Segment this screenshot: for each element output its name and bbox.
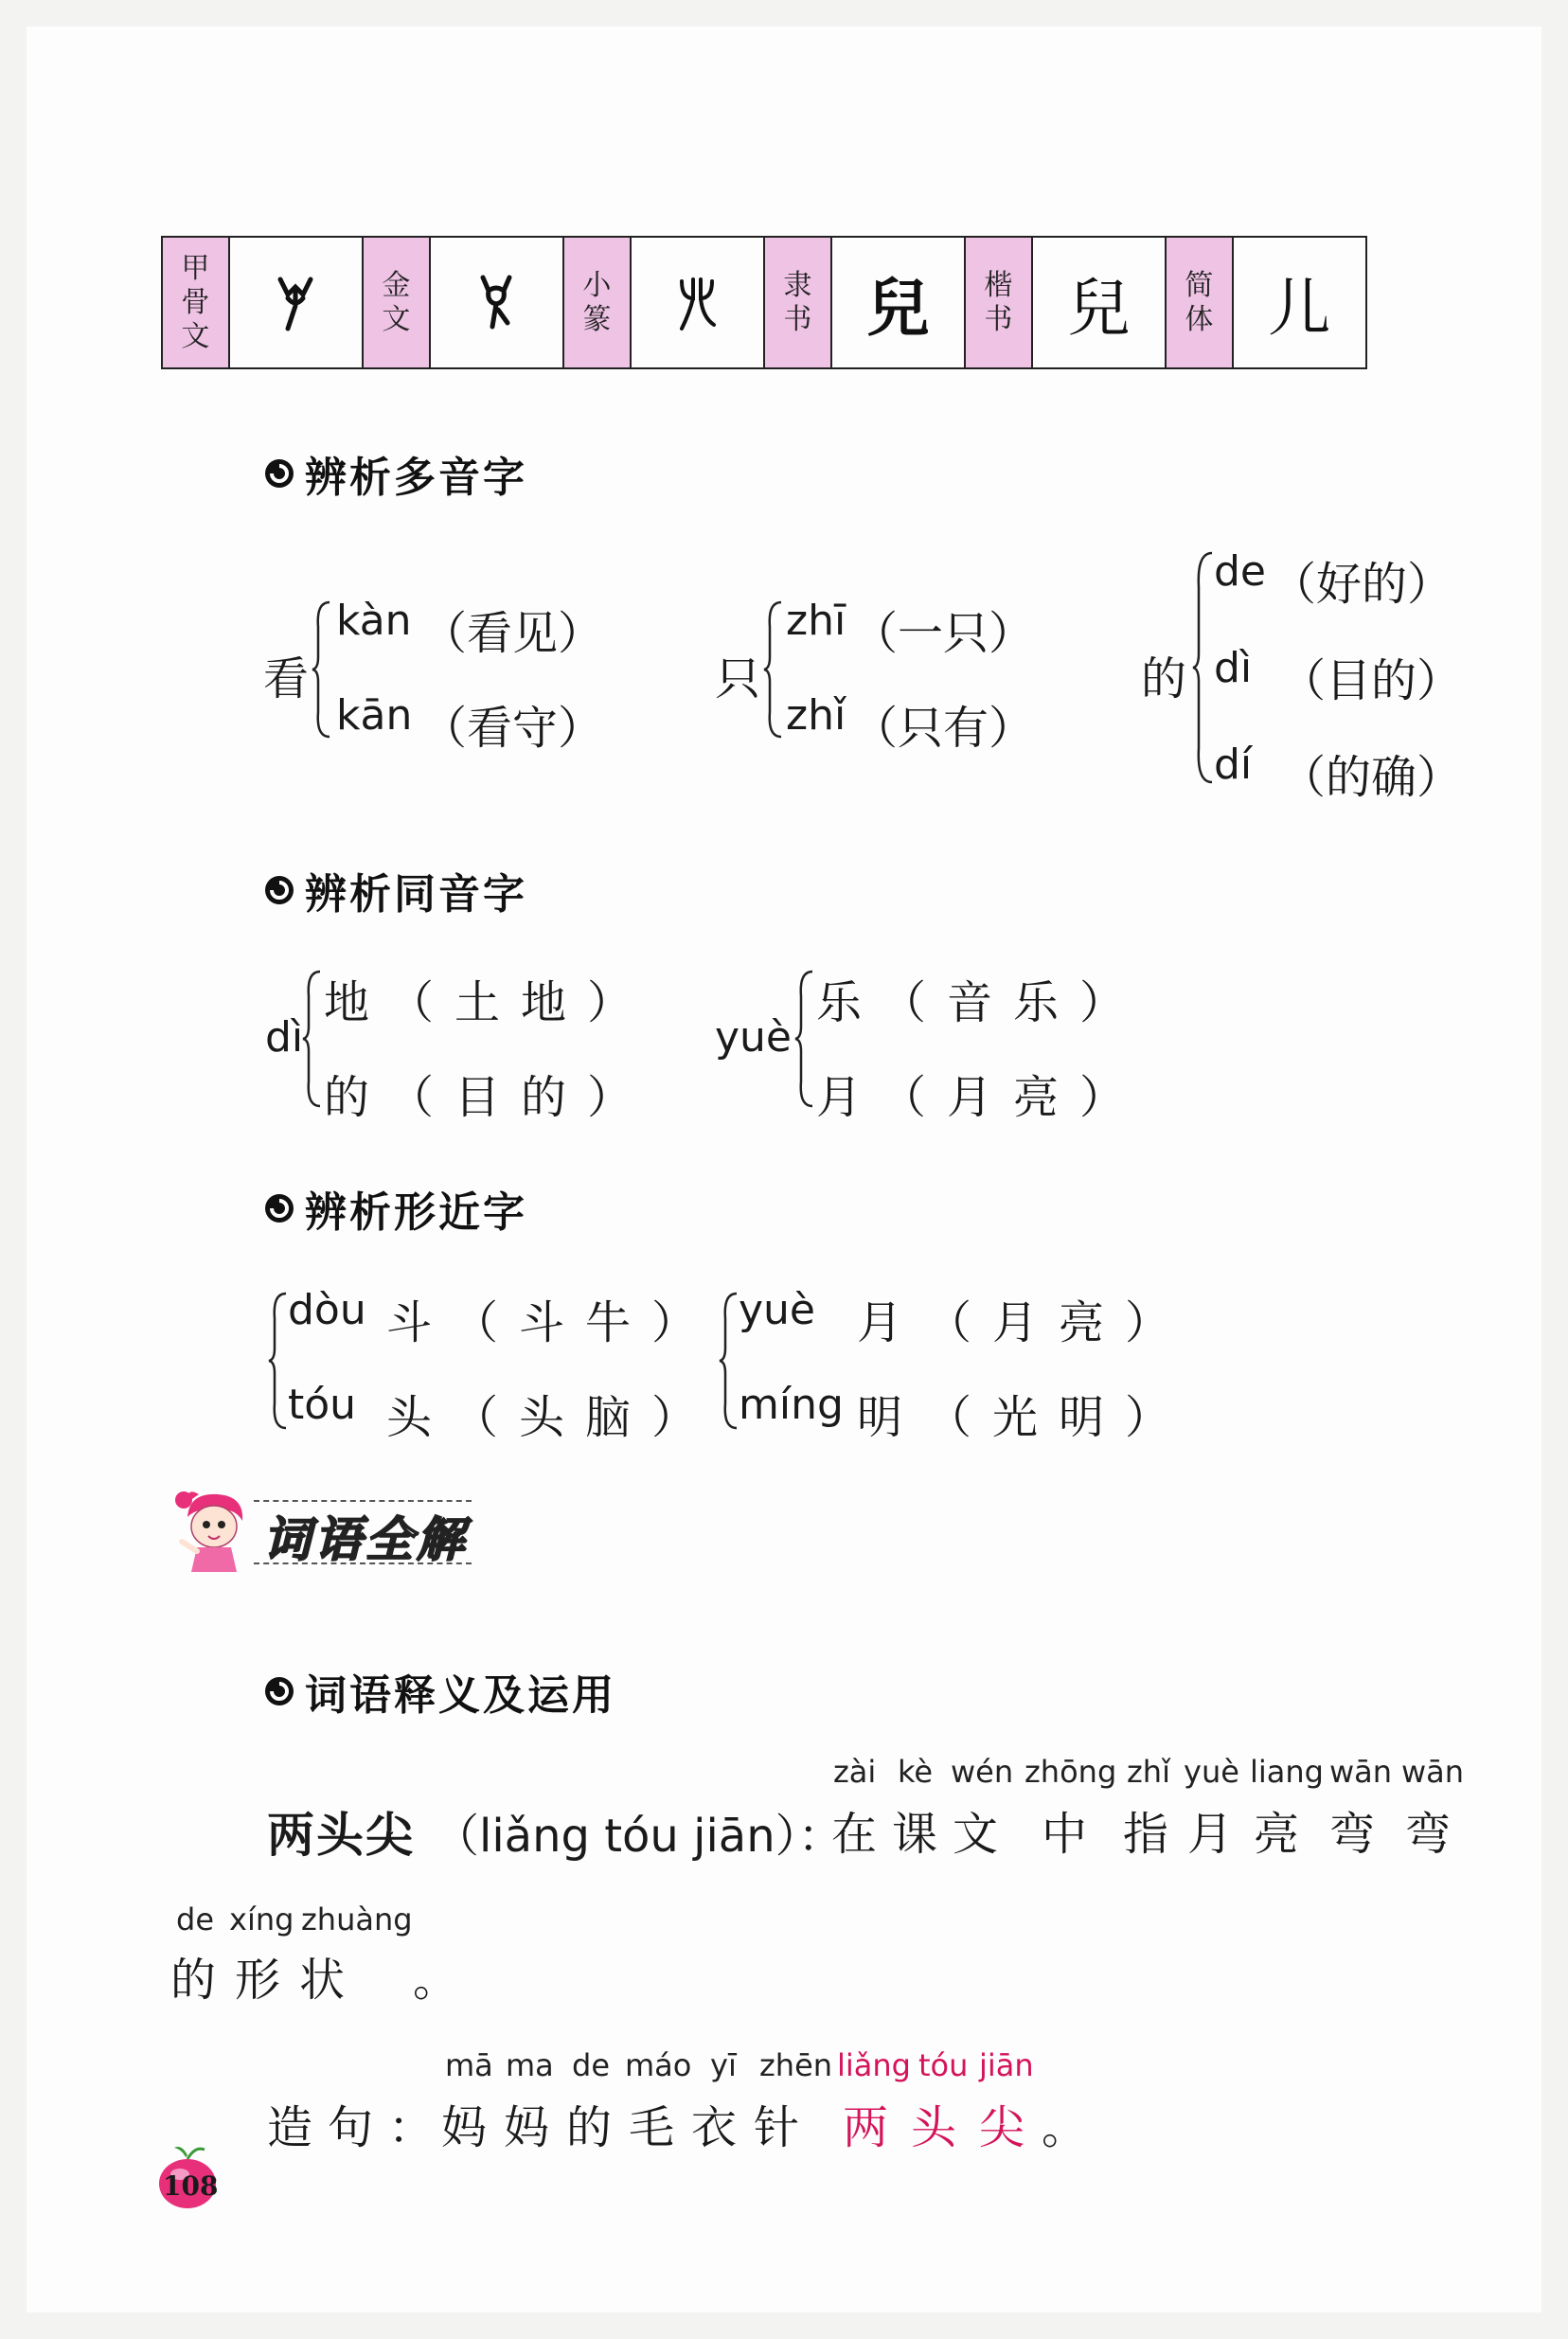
definition-char: 中 — [1042, 1808, 1088, 1861]
homophone-char: 乐 — [816, 976, 863, 1029]
definition-char: 指 — [1123, 1808, 1169, 1861]
pinyin: de — [1214, 547, 1266, 596]
definition-char: 课 — [892, 1808, 938, 1861]
ruby-pinyin: xíng — [229, 1902, 294, 1937]
girl-mascot-icon — [169, 1489, 263, 1574]
polyphone-heading: 辨析多音字 — [263, 443, 527, 504]
example-word: （一只） — [852, 607, 1035, 660]
ruby-pinyin-highlight: tóu — [918, 2047, 969, 2083]
brace-icon — [267, 1290, 288, 1432]
ruby-pinyin: liang — [1250, 1754, 1324, 1790]
homophone-pinyin: dì — [265, 1013, 304, 1062]
example-word: （看守） — [421, 702, 604, 755]
definition-char: 亮 — [1254, 1808, 1300, 1861]
ruby-pinyin-highlight: jiān — [979, 2047, 1034, 2083]
homophone-char: 月 — [816, 1071, 863, 1124]
example-word: （只有） — [852, 702, 1035, 755]
evo-label-clerical: 隶 书 — [765, 238, 832, 367]
ruby-pinyin: zhuàng — [301, 1902, 413, 1937]
evo-label-regular: 楷 书 — [966, 238, 1033, 367]
brace-icon — [311, 598, 331, 741]
term-pinyin: （liǎng tóu jiān）： — [434, 1810, 844, 1863]
clerical-script-char: 兒 — [832, 238, 966, 367]
character-evolution-table — [161, 236, 1367, 369]
similar-char: 头 — [386, 1391, 433, 1444]
ruby-pinyin: zài — [833, 1754, 877, 1790]
pinyin: kàn — [336, 597, 412, 645]
section-marker-icon — [263, 1192, 295, 1224]
ruby-pinyin: mā — [445, 2047, 493, 2083]
similar-char: 明 — [857, 1391, 903, 1444]
banner-title: 词语全解 — [263, 1512, 468, 1567]
ruby-pinyin: de — [572, 2047, 610, 2083]
ruby-pinyin: zhǐ — [1127, 1754, 1170, 1790]
section-marker-icon — [263, 1675, 295, 1707]
definition-char: 月 — [1187, 1808, 1234, 1861]
bronze-script-icon — [431, 238, 564, 367]
ruby-pinyin: ma — [506, 2047, 554, 2083]
example-word: （月亮） — [926, 1296, 1192, 1349]
similar-char: 月 — [857, 1296, 903, 1349]
example-period: 。 — [1042, 2101, 1088, 2154]
example-word: （目的） — [388, 1071, 654, 1124]
pinyin: yuè — [739, 1286, 815, 1334]
ruby-pinyin: wān — [1329, 1754, 1393, 1790]
page-number: 108 — [163, 2170, 219, 2202]
example-label: 造句： — [267, 2101, 450, 2154]
definition-period: 。 — [413, 1954, 459, 2007]
ruby-pinyin: wén — [951, 1754, 1014, 1790]
example-word: （斗牛） — [453, 1296, 719, 1349]
ruby-pinyin: zhōng — [1025, 1754, 1117, 1790]
homophone-char: 地 — [324, 976, 370, 1029]
simplified-char: 儿 — [1268, 272, 1331, 345]
example-word: （音乐） — [881, 976, 1147, 1029]
words-heading: 词语释义及运用 — [263, 1661, 616, 1722]
evo-label-bronze: 金 文 — [364, 238, 431, 367]
pinyin: dòu — [288, 1286, 366, 1334]
section-marker-icon — [263, 874, 295, 906]
ruby-pinyin: kè — [898, 1754, 934, 1790]
brace-icon — [301, 968, 322, 1110]
definition-char: 弯 — [1405, 1808, 1452, 1861]
pinyin: dì — [1214, 644, 1253, 692]
similar-char: 斗 — [386, 1296, 433, 1349]
example-word: （的确） — [1280, 751, 1463, 804]
example-word: （看见） — [421, 607, 604, 660]
polyphone-char: 只 — [715, 652, 761, 705]
example-word: （头脑） — [453, 1391, 719, 1444]
word-explanation-banner — [169, 1489, 472, 1567]
ruby-pinyin: yī — [710, 2047, 737, 2083]
definition-char: 弯 — [1329, 1808, 1376, 1861]
definition-line2: 的形状 — [170, 1954, 365, 2007]
similar-heading: 辨析形近字 — [263, 1178, 527, 1239]
example-highlight: 两头尖 — [843, 2101, 1048, 2154]
evo-label-simplified: 简 体 — [1167, 238, 1234, 367]
definition-char: 在 — [831, 1808, 878, 1861]
homophone-heading: 辨析同音字 — [263, 860, 527, 920]
evo-label-seal: 小 篆 — [564, 238, 632, 367]
ruby-pinyin: zhēn — [759, 2047, 833, 2083]
pinyin: kān — [336, 691, 413, 740]
section-marker-icon — [263, 457, 295, 490]
ruby-pinyin: máo — [625, 2047, 692, 2083]
homophone-char: 的 — [324, 1071, 370, 1124]
brace-icon — [793, 968, 814, 1110]
pinyin: tóu — [288, 1381, 357, 1429]
polyphone-char: 的 — [1141, 652, 1187, 705]
example-sentence: 妈妈的毛衣针 — [441, 2101, 817, 2154]
brace-icon — [1191, 549, 1214, 786]
regular-script-char: 兒 — [1033, 238, 1167, 367]
term: 两头尖 — [267, 1808, 415, 1863]
pinyin: dí — [1214, 741, 1253, 789]
ruby-pinyin: de — [176, 1902, 214, 1937]
example-word: （月亮） — [881, 1071, 1147, 1124]
brace-icon — [762, 598, 783, 741]
example-word: （目的） — [1280, 654, 1463, 707]
pinyin: míng — [739, 1381, 844, 1429]
brace-icon — [718, 1290, 739, 1432]
ruby-pinyin: wān — [1401, 1754, 1465, 1790]
definition-char: 文 — [953, 1808, 999, 1861]
example-word: （好的） — [1271, 558, 1453, 611]
homophone-pinyin: yuè — [715, 1013, 792, 1062]
pinyin: zhǐ — [786, 691, 846, 740]
evo-label-oracle: 甲 骨 文 — [163, 238, 230, 367]
ruby-pinyin: yuè — [1184, 1754, 1239, 1790]
example-word: （土地） — [388, 976, 654, 1029]
example-word: （光明） — [926, 1391, 1192, 1444]
polyphone-char: 看 — [263, 652, 310, 705]
pinyin: zhī — [786, 597, 846, 645]
oracle-bone-script-icon — [230, 238, 364, 367]
seal-script-icon — [632, 238, 765, 367]
ruby-pinyin-highlight: liǎng — [837, 2047, 911, 2083]
